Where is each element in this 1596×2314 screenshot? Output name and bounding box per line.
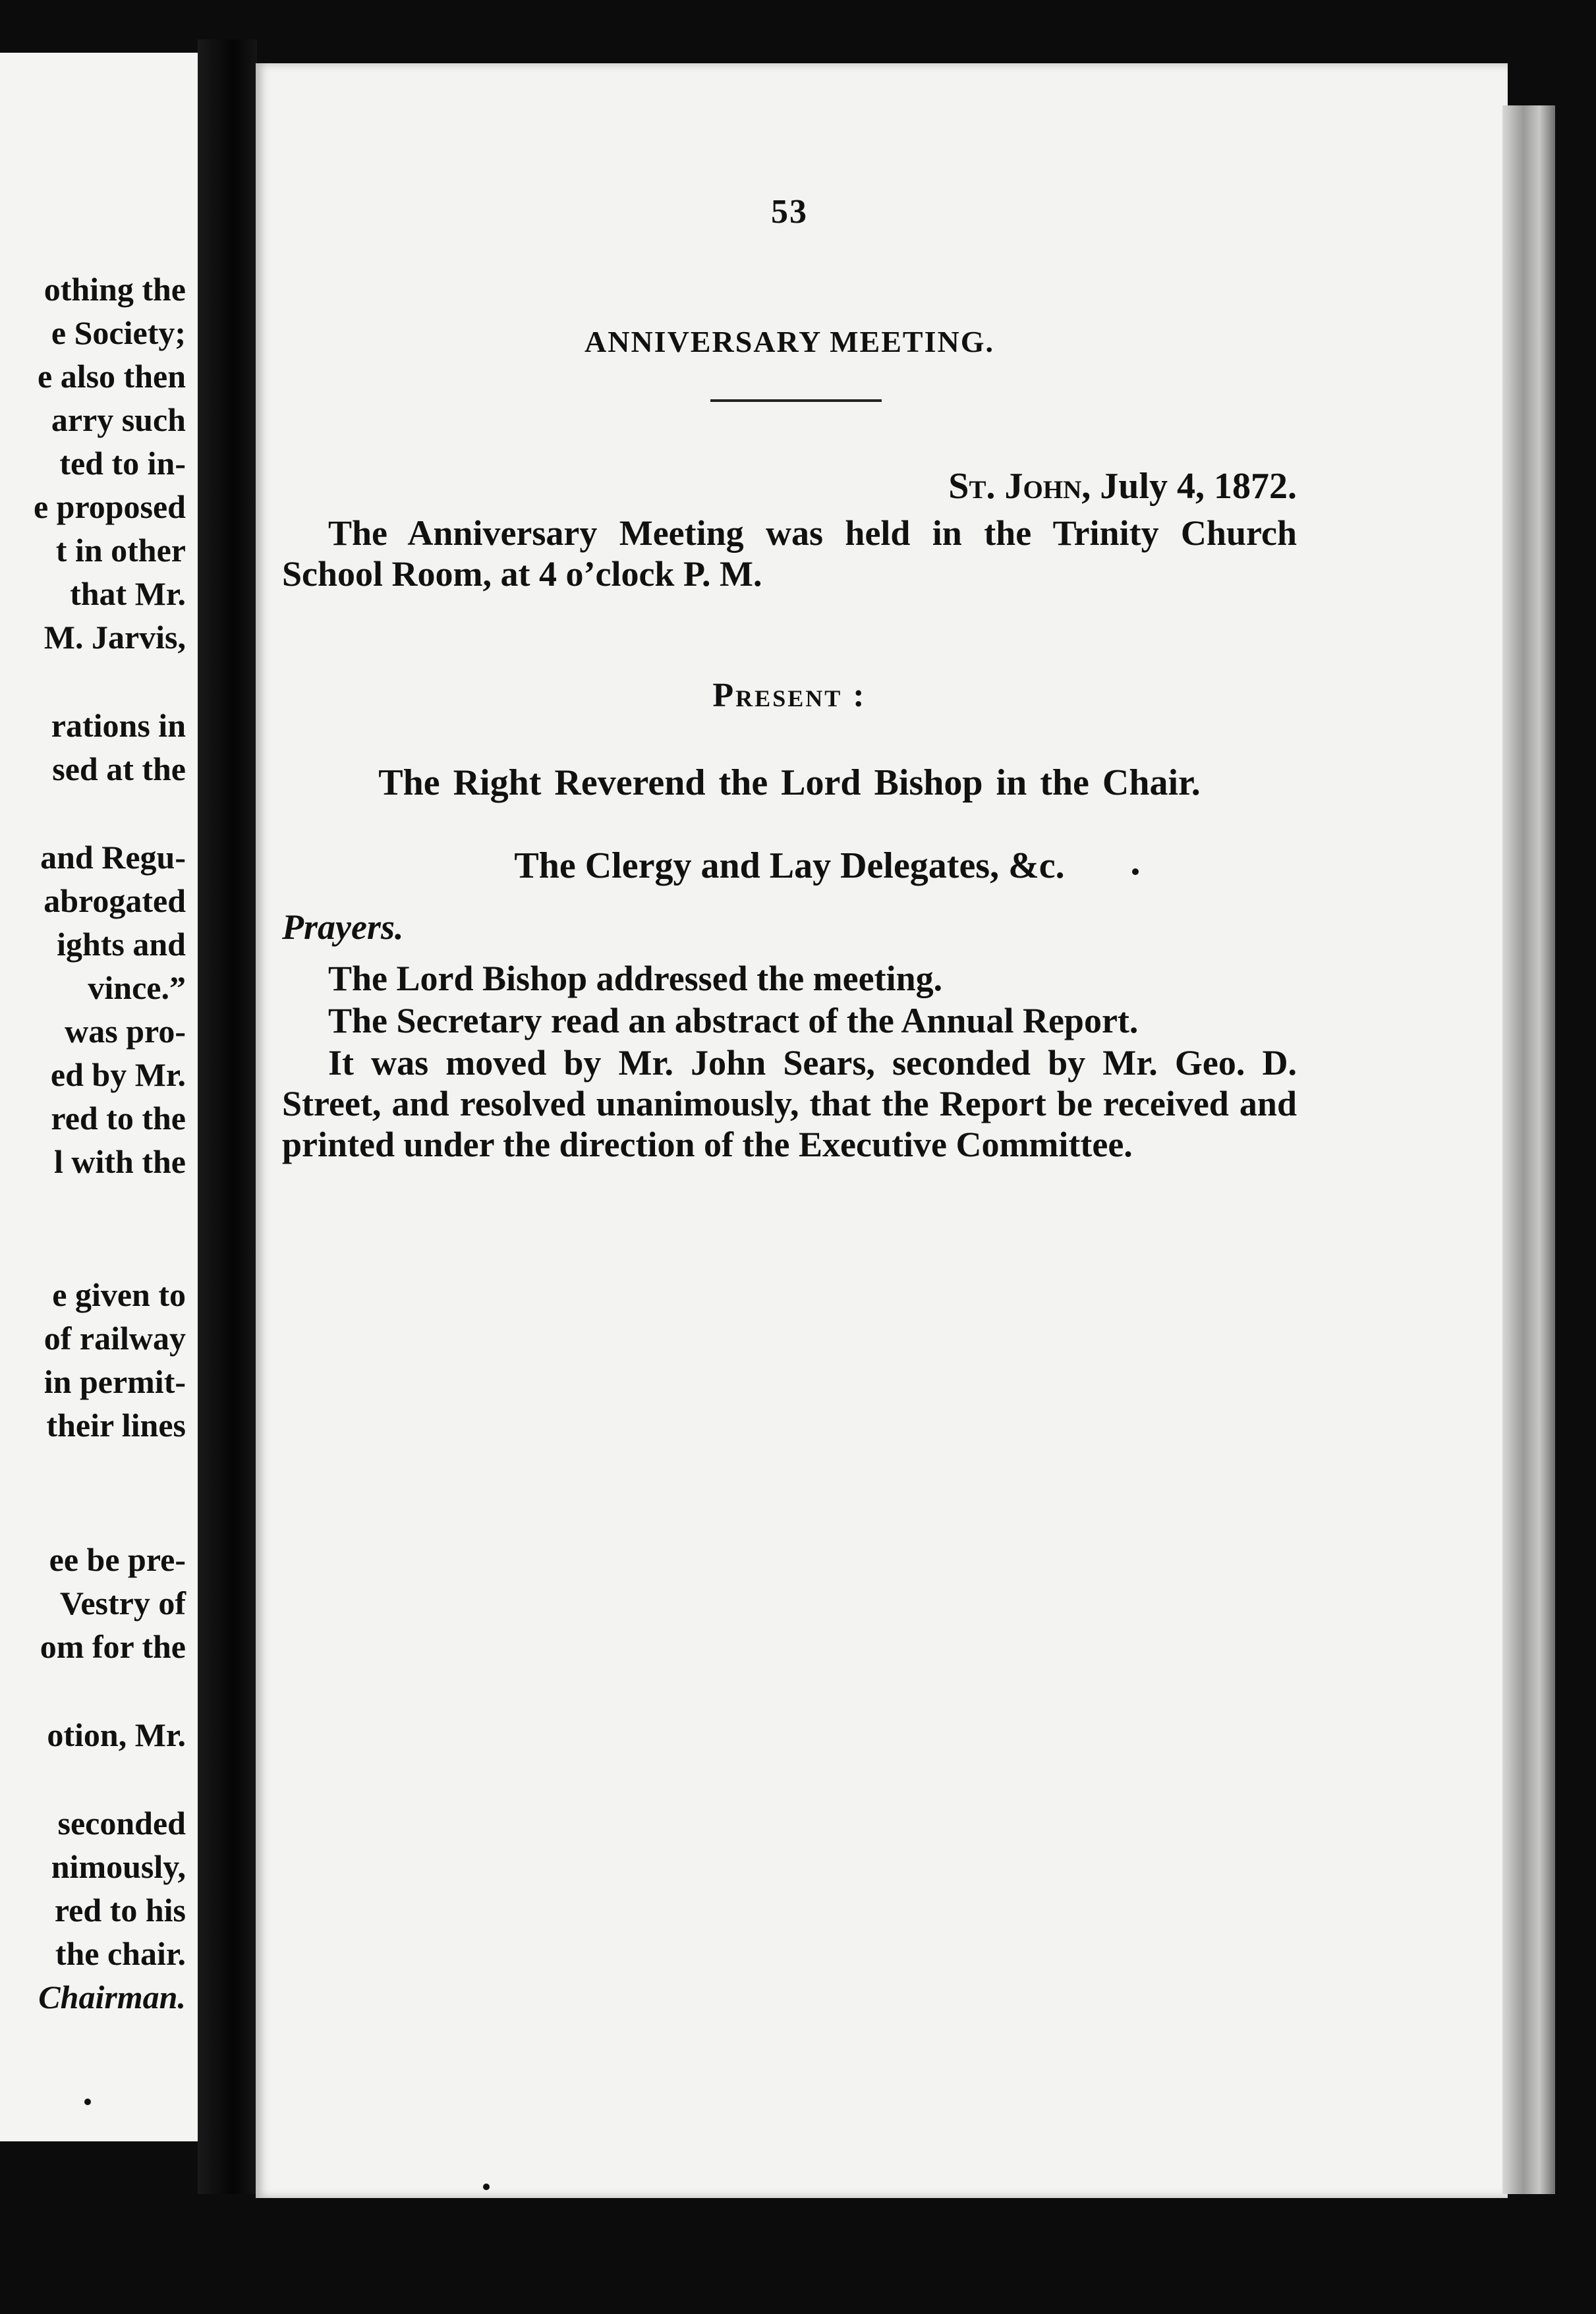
left-fragment: nimously, (51, 1848, 186, 1885)
dateline (948, 465, 1297, 507)
heading-rule (710, 399, 882, 402)
left-fragment: ed by Mr. (50, 1056, 186, 1093)
left-fragment: abrogated (43, 882, 186, 919)
left-fragment: rations in (51, 707, 186, 744)
ink-speck (1132, 868, 1139, 875)
left-fragment: e Society; (51, 314, 186, 351)
dateline-date: July 4, 1872. (1100, 466, 1297, 507)
left-fragment: e also then (38, 358, 186, 395)
left-fragment: otion, Mr. (47, 1716, 186, 1753)
left-fragment: othing the (43, 271, 186, 308)
dateline-place: St. John, (948, 466, 1091, 507)
left-facing-page (0, 53, 198, 2141)
left-fragment: in permit- (43, 1363, 186, 1400)
right-page (256, 63, 1508, 2198)
left-fragment: t in other (55, 532, 186, 569)
clergy-line: The Clergy and Lay Delegates, &c. (514, 845, 1065, 886)
left-fragment: M. Jarvis, (43, 619, 186, 656)
left-fragment: e proposed (33, 488, 186, 525)
prayers-line: Prayers. (282, 907, 404, 947)
left-fragment: ights and (57, 926, 186, 963)
meeting-paragraph: The Anniversary Meeting was held in the Trinity Church School Room, at 4 o’clock P. M. (282, 513, 1297, 594)
left-fragment: Vestry of (59, 1585, 186, 1622)
left-fragment: that Mr. (70, 575, 186, 612)
left-fragment: the chair. (55, 1935, 186, 1972)
left-fragment: l with the (54, 1143, 186, 1180)
left-fragment: vince.” (88, 969, 186, 1006)
ink-speck (84, 2099, 91, 2105)
book-gutter (198, 40, 257, 2194)
left-fragment: ted to in- (59, 445, 186, 482)
bishop-line: The Lord Bishop addressed the meeting. (328, 959, 943, 998)
left-fragment: sed at the (52, 750, 186, 787)
left-fragment: red to his (54, 1892, 186, 1929)
left-fragment: e given to (52, 1276, 186, 1313)
left-fragment: seconded (57, 1805, 186, 1842)
secretary-line: The Secretary read an abstract of the Annual Report. (328, 1001, 1139, 1040)
section-heading: ANNIVERSARY MEETING. (584, 325, 994, 358)
page-stack-edge (1502, 105, 1555, 2194)
motion-paragraph: It was moved by Mr. John Sears, seconded by Mr. Geo. D. Street, and resolved unanimously, that the Report be received and printed under the direction of the Executive Committee. (282, 1043, 1297, 1164)
chair-line: The Right Reverend the Lord Bishop in the Chair. (378, 762, 1201, 803)
left-fragment-chairman: Chairman. (38, 1979, 186, 2016)
left-fragment: their lines (46, 1407, 186, 1444)
left-fragment: of railway (43, 1320, 186, 1357)
left-fragment: and Regu- (40, 839, 186, 876)
left-fragment: was pro- (65, 1013, 186, 1050)
left-fragment: ee be pre- (49, 1541, 186, 1578)
left-fragment: arry such (51, 401, 186, 438)
left-fragment: red to the (51, 1100, 186, 1137)
left-fragment: om for the (40, 1628, 186, 1665)
page-number: 53 (771, 193, 808, 231)
ink-speck (483, 2184, 490, 2190)
present-heading: Present : (712, 677, 867, 714)
